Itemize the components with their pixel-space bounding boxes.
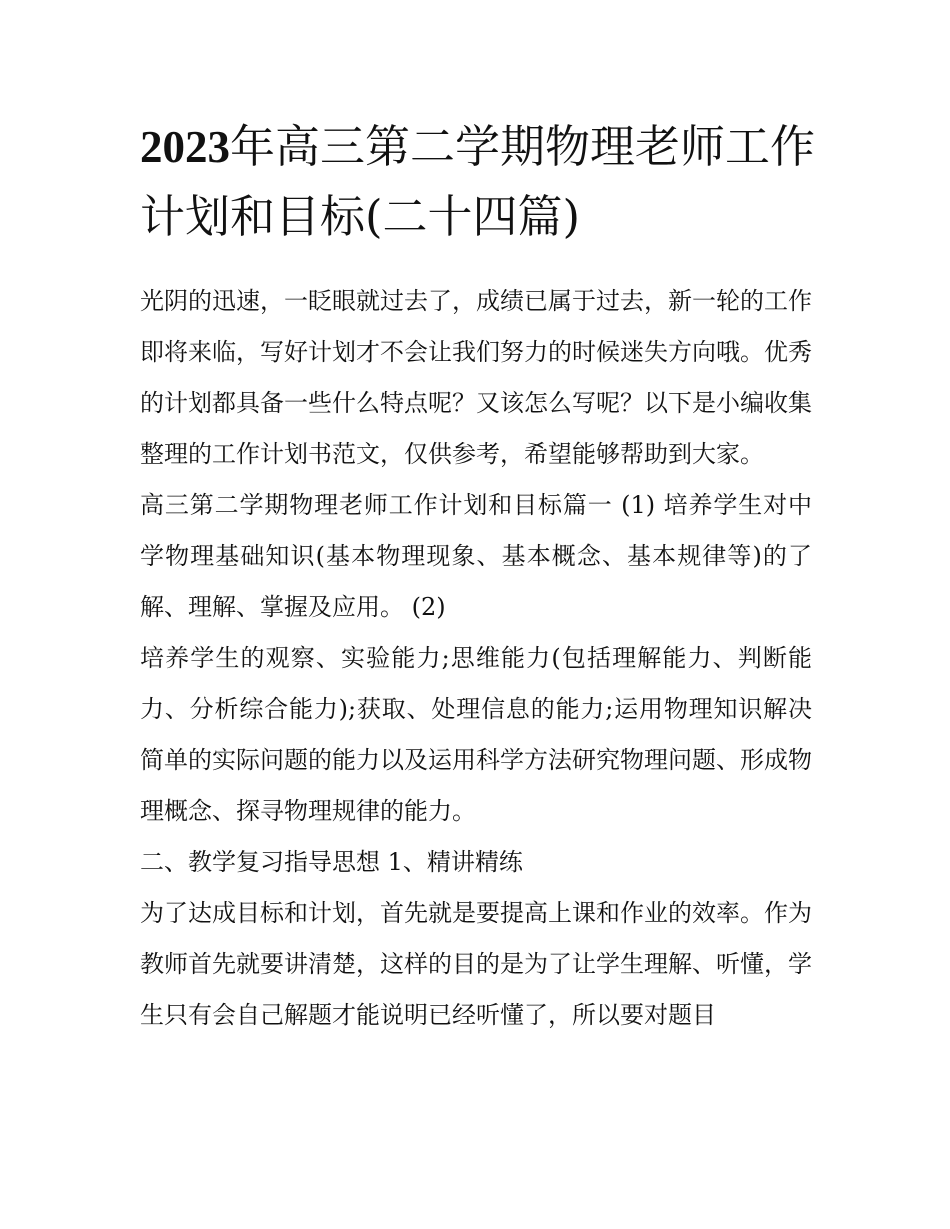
document-title <box>140 112 820 252</box>
paragraph-practice: 为了达成目标和计划，首先就是要提高上课和作业的效率。作为教师首先就要讲清楚，这样的目的是为了让学生理解、听懂，学生只有会自己解题才能说明已经听懂了，所以要对题目 <box>140 899 812 1029</box>
paragraph-intro: 光阴的迅速，一眨眼就过去了，成绩已属于过去，新一轮的工作即将来临，写好计划才不会让我们努力的时候迷失方向哦。优秀的计划都具备一些什么特点呢？又该怎么写呢？以下是小编收集整理的工作计划书范文，仅供参考，希望能够帮助到大家。 <box>140 287 812 468</box>
title-year: 2023 <box>140 122 230 172</box>
title-text: 年高三第二学期物理老师工作计划和目标(二十四篇) <box>140 120 816 243</box>
paragraph-goals-1: 高三第二学期物理老师工作计划和目标篇一 (1) 培养学生对中学物理基础知识(基本物理现象、基本概念、基本规律等)的了解、理解、掌握及应用。 (2) <box>140 491 812 621</box>
section-heading-guidance: 二、教学复习指导思想 1、精讲精练 <box>140 848 523 876</box>
document-body <box>140 276 812 1041</box>
paragraph-goals-2: 培养学生的观察、实验能力;思维能力(包括理解能力、判断能力、分析综合能力);获取、处理信息的能力;运用物理知识解决简单的实际问题的能力以及运用科学方法研究物理问题、形成物理概念、探寻物理规律的能力。 <box>140 644 812 825</box>
